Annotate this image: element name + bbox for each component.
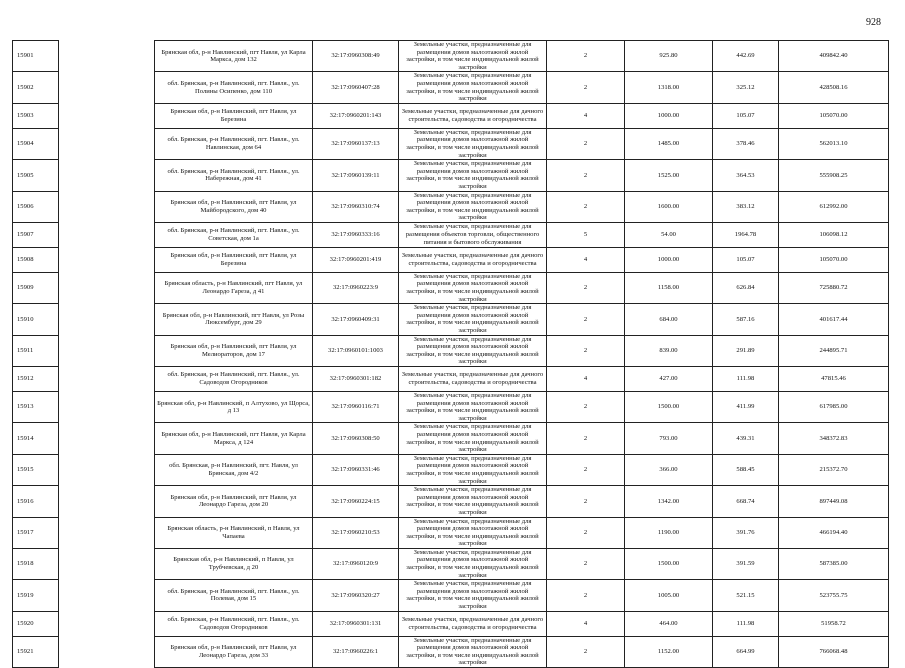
address-cell: Брянская область, р-н Навлинский, пгт Навля, ул Леонардо Гареза, д 41 (155, 272, 313, 303)
area-cell: 1152.00 (625, 636, 713, 667)
purpose-cell: Земельные участки, предназначенные для размещения домов малоэтажной жилой застройки, в том числе индивидуальной жилой застройки (399, 636, 547, 667)
specific-value-cell: 111.98 (713, 367, 779, 392)
address-cell: обл. Брянская, р-н Навлинский, пгт. Навля., ул. Садоводов Огородников (155, 611, 313, 636)
cadastral-value-cell: 244895.71 (779, 335, 889, 366)
group-cell: 5 (547, 222, 625, 247)
purpose-cell: Земельные участки, предназначенные для размещения домов малоэтажной жилой застройки, в том числе индивидуальной жилой застройки (399, 72, 547, 103)
cadastral-value-cell: 725880.72 (779, 272, 889, 303)
group-cell: 2 (547, 580, 625, 611)
area-cell: 1525.00 (625, 160, 713, 191)
cadastral-number-cell: 32:17:0960139:11 (313, 160, 399, 191)
cadastral-value-cell: 617985.00 (779, 392, 889, 423)
row-number-cell: 15919 (13, 580, 59, 611)
group-cell: 4 (547, 367, 625, 392)
table-row (13, 486, 889, 517)
address-cell: обл. Брянская, р-н Навлинский, пгт. Навля., ул. Садоводов Огородников (155, 367, 313, 392)
cadastral-value-cell: 766068.48 (779, 636, 889, 667)
cadastral-number-cell: 32:17:0960210:53 (313, 517, 399, 548)
cadastral-number-cell: 32:17:0960116:71 (313, 392, 399, 423)
row-number-cell: 15902 (13, 72, 59, 103)
cadastral-value-cell: 612992.00 (779, 191, 889, 222)
group-cell: 2 (547, 517, 625, 548)
area-cell: 1485.00 (625, 128, 713, 159)
group-cell: 2 (547, 191, 625, 222)
cadastral-value-cell: 562013.10 (779, 128, 889, 159)
purpose-cell: Земельные участки, предназначенные для размещения домов малоэтажной жилой застройки, в том числе индивидуальной жилой застройки (399, 41, 547, 72)
table-row (13, 41, 889, 72)
cadastral-number-cell: 32:17:0960201:143 (313, 103, 399, 128)
address-cell: обл. Брянская, р-н Навлинский, пгт. Навля., ул. Навлинская, дом 64 (155, 128, 313, 159)
specific-value-cell: 1964.78 (713, 222, 779, 247)
cadastral-value-cell: 587385.00 (779, 548, 889, 579)
table-row (13, 636, 889, 667)
spacer-cell (59, 611, 155, 636)
cadastral-number-cell: 32:17:0960224:15 (313, 486, 399, 517)
group-cell: 2 (547, 304, 625, 335)
address-cell: Брянская область, р-н Навлинский, п Навля, ул Чапаева (155, 517, 313, 548)
address-cell: Брянская обл, р-н Навлинский, пгт Навля, ул Карла Маркса, д 124 (155, 423, 313, 454)
address-cell: Брянская обл, р-н Навлинский, п Алтухово, ул Щорса, д 13 (155, 392, 313, 423)
purpose-cell: Земельные участки, предназначенные для размещения объектов торговли, общественного питания и бытового обслуживания (399, 222, 547, 247)
address-cell: обл. Брянская, р-н Навлинский, пгт. Навля, ул Брянская, дом 4/2 (155, 454, 313, 485)
spacer-cell (59, 486, 155, 517)
group-cell: 4 (547, 103, 625, 128)
table-row (13, 548, 889, 579)
cadastral-value-cell: 466194.40 (779, 517, 889, 548)
purpose-cell: Земельные участки, предназначенные для размещения домов малоэтажной жилой застройки, в том числе индивидуальной жилой застройки (399, 517, 547, 548)
table-row (13, 72, 889, 103)
purpose-cell: Земельные участки, предназначенные для размещения домов малоэтажной жилой застройки, в том числе индивидуальной жилой застройки (399, 392, 547, 423)
group-cell: 2 (547, 72, 625, 103)
area-cell: 1000.00 (625, 247, 713, 272)
row-number-cell: 15904 (13, 128, 59, 159)
spacer-cell (59, 72, 155, 103)
group-cell: 2 (547, 335, 625, 366)
table-row (13, 367, 889, 392)
address-cell: Брянская обл, р-н Навлинский, п Навля, ул Трубчевская, д 20 (155, 548, 313, 579)
specific-value-cell: 668.74 (713, 486, 779, 517)
purpose-cell: Земельные участки, предназначенные для размещения домов малоэтажной жилой застройки, в том числе индивидуальной жилой застройки (399, 335, 547, 366)
spacer-cell (59, 392, 155, 423)
area-cell: 464.00 (625, 611, 713, 636)
cadastral-value-cell: 51958.72 (779, 611, 889, 636)
address-cell: Брянская обл, р-н Навлинский, пгт Навля, ул Леонардо Гареза, дом 33 (155, 636, 313, 667)
row-number-cell: 15912 (13, 367, 59, 392)
row-number-cell: 15916 (13, 486, 59, 517)
cadastral-value-cell: 47815.46 (779, 367, 889, 392)
cadastral-number-cell: 32:17:0960409:31 (313, 304, 399, 335)
table-row (13, 128, 889, 159)
cadastral-number-cell: 32:17:0960407:28 (313, 72, 399, 103)
specific-value-cell: 588.45 (713, 454, 779, 485)
table-row (13, 222, 889, 247)
cadastral-number-cell: 32:17:0960226:1 (313, 636, 399, 667)
row-number-cell: 15917 (13, 517, 59, 548)
purpose-cell: Земельные участки, предназначенные для размещения домов малоэтажной жилой застройки, в том числе индивидуальной жилой застройки (399, 272, 547, 303)
group-cell: 4 (547, 247, 625, 272)
row-number-cell: 15911 (13, 335, 59, 366)
row-number-cell: 15905 (13, 160, 59, 191)
cadastral-number-cell: 32:17:0960301:131 (313, 611, 399, 636)
specific-value-cell: 325.12 (713, 72, 779, 103)
spacer-cell (59, 335, 155, 366)
cadastral-value-cell: 523755.75 (779, 580, 889, 611)
cadastral-value-cell: 105070.00 (779, 247, 889, 272)
address-cell: Брянская обл, р-н Навлинский, пгт Навля, ул Березина (155, 247, 313, 272)
purpose-cell: Земельные участки, предназначенные для размещения домов малоэтажной жилой застройки, в том числе индивидуальной жилой застройки (399, 548, 547, 579)
spacer-cell (59, 247, 155, 272)
cadastral-number-cell: 32:17:0960201:419 (313, 247, 399, 272)
purpose-cell: Земельные участки, предназначенные для дачного строительства, садоводства и огородничества (399, 367, 547, 392)
row-number-cell: 15913 (13, 392, 59, 423)
specific-value-cell: 364.53 (713, 160, 779, 191)
purpose-cell: Земельные участки, предназначенные для размещения домов малоэтажной жилой застройки, в том числе индивидуальной жилой застройки (399, 304, 547, 335)
spacer-cell (59, 41, 155, 72)
purpose-cell: Земельные участки, предназначенные для дачного строительства, садоводства и огородничества (399, 247, 547, 272)
address-cell: Брянская обл, р-н Навлинский, пгт Навля, ул Мелиораторов, дом 17 (155, 335, 313, 366)
address-cell: Брянская обл, р-н Навлинский, пгт Навля, ул Леонардо Гареза, дом 20 (155, 486, 313, 517)
spacer-cell (59, 636, 155, 667)
area-cell: 1005.00 (625, 580, 713, 611)
spacer-cell (59, 367, 155, 392)
page-number: 928 (866, 17, 881, 28)
table-row (13, 272, 889, 303)
area-cell: 1158.00 (625, 272, 713, 303)
cadastral-number-cell: 32:17:0960310:74 (313, 191, 399, 222)
group-cell: 2 (547, 392, 625, 423)
spacer-cell (59, 103, 155, 128)
row-number-cell: 15910 (13, 304, 59, 335)
row-number-cell: 15909 (13, 272, 59, 303)
cadastral-number-cell: 32:17:0960331:46 (313, 454, 399, 485)
area-cell: 684.00 (625, 304, 713, 335)
purpose-cell: Земельные участки, предназначенные для размещения домов малоэтажной жилой застройки, в том числе индивидуальной жилой застройки (399, 486, 547, 517)
table-row (13, 103, 889, 128)
spacer-cell (59, 304, 155, 335)
table-row (13, 517, 889, 548)
purpose-cell: Земельные участки, предназначенные для размещения домов малоэтажной жилой застройки, в том числе индивидуальной жилой застройки (399, 128, 547, 159)
group-cell: 2 (547, 41, 625, 72)
address-cell: Брянская обл, р-н Навлинский, пгт Навля, ул Карла Маркса, дом 132 (155, 41, 313, 72)
group-cell: 2 (547, 548, 625, 579)
specific-value-cell: 391.76 (713, 517, 779, 548)
area-cell: 1342.00 (625, 486, 713, 517)
cadastral-value-cell: 428508.16 (779, 72, 889, 103)
spacer-cell (59, 272, 155, 303)
area-cell: 1318.00 (625, 72, 713, 103)
cadastral-number-cell: 32:17:0960308:50 (313, 423, 399, 454)
purpose-cell: Земельные участки, предназначенные для размещения домов малоэтажной жилой застройки, в том числе индивидуальной жилой застройки (399, 160, 547, 191)
specific-value-cell: 521.15 (713, 580, 779, 611)
cadastral-number-cell: 32:17:0960320:27 (313, 580, 399, 611)
area-cell: 1500.00 (625, 548, 713, 579)
area-cell: 793.00 (625, 423, 713, 454)
group-cell: 2 (547, 160, 625, 191)
specific-value-cell: 105.07 (713, 247, 779, 272)
group-cell: 2 (547, 272, 625, 303)
address-cell: обл. Брянская, р-н Навлинский, пгт. Навля., ул. Полевая, дом 15 (155, 580, 313, 611)
cadastral-number-cell: 32:17:0960308:49 (313, 41, 399, 72)
area-cell: 1500.00 (625, 392, 713, 423)
row-number-cell: 15901 (13, 41, 59, 72)
group-cell: 4 (547, 611, 625, 636)
cadastral-value-cell: 401617.44 (779, 304, 889, 335)
table-row (13, 247, 889, 272)
row-number-cell: 15907 (13, 222, 59, 247)
group-cell: 2 (547, 486, 625, 517)
specific-value-cell: 411.99 (713, 392, 779, 423)
address-cell: обл. Брянская, р-н Навлинский, пгт. Навля., ул. Советская, дом 1а (155, 222, 313, 247)
area-cell: 839.00 (625, 335, 713, 366)
spacer-cell (59, 128, 155, 159)
specific-value-cell: 291.89 (713, 335, 779, 366)
cadastral-number-cell: 32:17:0960120:9 (313, 548, 399, 579)
purpose-cell: Земельные участки, предназначенные для размещения домов малоэтажной жилой застройки, в том числе индивидуальной жилой застройки (399, 580, 547, 611)
area-cell: 366.00 (625, 454, 713, 485)
specific-value-cell: 391.59 (713, 548, 779, 579)
table-row (13, 454, 889, 485)
group-cell: 2 (547, 636, 625, 667)
specific-value-cell: 439.31 (713, 423, 779, 454)
address-cell: Брянская обл, р-н Навлинский, пгт Навля, ул Майбородского, дом 40 (155, 191, 313, 222)
row-number-cell: 15920 (13, 611, 59, 636)
specific-value-cell: 664.99 (713, 636, 779, 667)
group-cell: 2 (547, 454, 625, 485)
purpose-cell: Земельные участки, предназначенные для размещения домов малоэтажной жилой застройки, в том числе индивидуальной жилой застройки (399, 454, 547, 485)
cadastral-value-cell: 348372.83 (779, 423, 889, 454)
spacer-cell (59, 222, 155, 247)
cadastral-number-cell: 32:17:0960301:182 (313, 367, 399, 392)
specific-value-cell: 626.84 (713, 272, 779, 303)
spacer-cell (59, 580, 155, 611)
row-number-cell: 15906 (13, 191, 59, 222)
row-number-cell: 15921 (13, 636, 59, 667)
row-number-cell: 15903 (13, 103, 59, 128)
table-body (13, 41, 889, 668)
row-number-cell: 15918 (13, 548, 59, 579)
specific-value-cell: 105.07 (713, 103, 779, 128)
table-row (13, 191, 889, 222)
row-number-cell: 15915 (13, 454, 59, 485)
table-row (13, 611, 889, 636)
cadastral-number-cell: 32:17:0960333:16 (313, 222, 399, 247)
cadastral-value-cell: 215372.70 (779, 454, 889, 485)
specific-value-cell: 383.12 (713, 191, 779, 222)
cadastral-value-cell: 555908.25 (779, 160, 889, 191)
specific-value-cell: 442.69 (713, 41, 779, 72)
specific-value-cell: 587.16 (713, 304, 779, 335)
address-cell: Брянская обл, р-н Навлинский, пгт Навля, ул Розы Люксембург, дом 29 (155, 304, 313, 335)
area-cell: 1190.00 (625, 517, 713, 548)
cadastral-value-cell: 897449.08 (779, 486, 889, 517)
purpose-cell: Земельные участки, предназначенные для размещения домов малоэтажной жилой застройки, в том числе индивидуальной жилой застройки (399, 423, 547, 454)
area-cell: 1000.00 (625, 103, 713, 128)
address-cell: обл. Брянская, р-н Навлинский, пгт. Навля., ул. Набережная, дом 41 (155, 160, 313, 191)
table-row (13, 580, 889, 611)
area-cell: 427.00 (625, 367, 713, 392)
land-plots-table (12, 40, 889, 668)
row-number-cell: 15908 (13, 247, 59, 272)
area-cell: 54.00 (625, 222, 713, 247)
group-cell: 2 (547, 423, 625, 454)
cadastral-number-cell: 32:17:0960223:9 (313, 272, 399, 303)
table-row (13, 392, 889, 423)
spacer-cell (59, 423, 155, 454)
table-row (13, 304, 889, 335)
table-row (13, 423, 889, 454)
table-row (13, 335, 889, 366)
table-row (13, 160, 889, 191)
address-cell: Брянская обл, р-н Навлинский, пгт Навля, ул Березина (155, 103, 313, 128)
spacer-cell (59, 191, 155, 222)
specific-value-cell: 378.46 (713, 128, 779, 159)
cadastral-number-cell: 32:17:0960137:13 (313, 128, 399, 159)
area-cell: 925.80 (625, 41, 713, 72)
cadastral-value-cell: 106098.12 (779, 222, 889, 247)
purpose-cell: Земельные участки, предназначенные для размещения домов малоэтажной жилой застройки, в том числе индивидуальной жилой застройки (399, 191, 547, 222)
area-cell: 1600.00 (625, 191, 713, 222)
address-cell: обл. Брянская, р-н Навлинский, пгт. Навля., ул. Полины Осипенко, дом 110 (155, 72, 313, 103)
cadastral-value-cell: 409842.40 (779, 41, 889, 72)
spacer-cell (59, 454, 155, 485)
spacer-cell (59, 517, 155, 548)
row-number-cell: 15914 (13, 423, 59, 454)
specific-value-cell: 111.98 (713, 611, 779, 636)
purpose-cell: Земельные участки, предназначенные для дачного строительства, садоводства и огородничества (399, 611, 547, 636)
group-cell: 2 (547, 128, 625, 159)
spacer-cell (59, 548, 155, 579)
purpose-cell: Земельные участки, предназначенные для дачного строительства, садоводства и огородничества (399, 103, 547, 128)
cadastral-value-cell: 105070.00 (779, 103, 889, 128)
spacer-cell (59, 160, 155, 191)
cadastral-number-cell: 32:17:0960101:1003 (313, 335, 399, 366)
